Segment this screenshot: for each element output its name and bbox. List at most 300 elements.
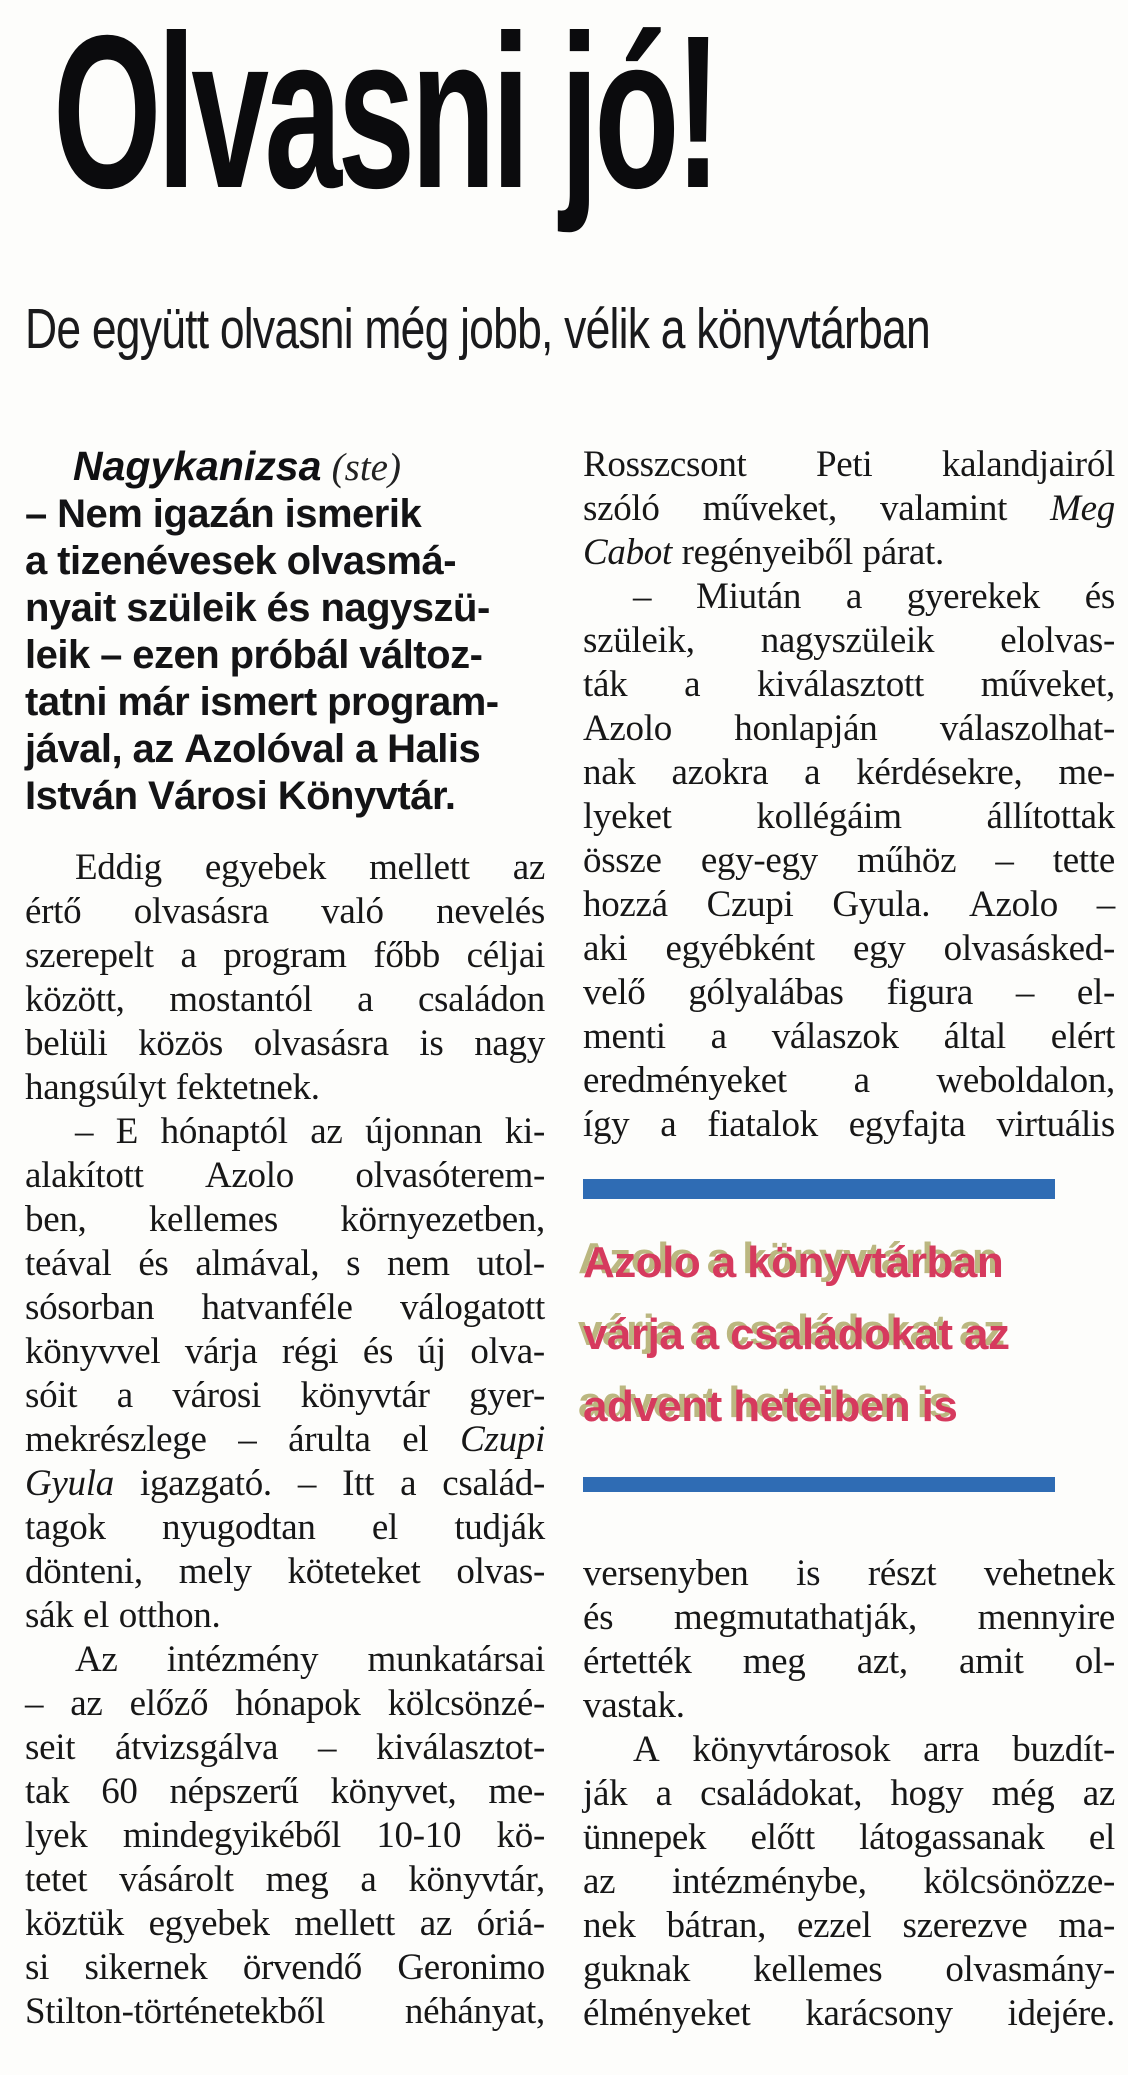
word: el [1088,1817,1115,1858]
word: ünnepek [583,1817,707,1858]
word: könyvtárban [747,1238,1004,1287]
word: olvasásra [133,891,269,932]
word: szerezve [902,1905,1028,1946]
word: tagok [25,1507,106,1548]
word: értették [583,1641,692,1682]
word: a [655,1773,672,1814]
word: s [346,1243,361,1284]
word: – [633,576,652,617]
text-line [25,1462,545,1506]
right-column [583,443,1115,2036]
word: egy [852,928,906,969]
paragraph [583,1728,1115,2036]
word: Geronimo [397,1947,545,1988]
text-line [25,1858,545,1902]
text-line [25,1506,545,1550]
paragraph [583,1227,1055,1443]
word: tak [25,1771,70,1812]
word: állítottak [986,796,1115,837]
pull-quote [583,1179,1055,1492]
text-line [25,1550,545,1594]
text-line [25,1242,545,1286]
dateline [25,443,545,491]
word: élményeket [583,1993,751,2034]
text-line [25,1154,545,1198]
word: tatni [25,680,107,724]
word: menti [583,1016,666,1057]
text-line [25,934,545,978]
text-line [583,619,1115,663]
word: Halis [387,727,481,771]
word: szüleik, [583,620,695,661]
word: 10-10 [376,1815,462,1856]
word: az [583,1861,616,1902]
word: – [238,1419,257,1460]
word: régi [281,1331,339,1372]
paragraph [25,846,545,1110]
word: és [1084,576,1115,617]
word: próbál [229,633,349,677]
word: sák [25,1595,74,1636]
word: ezzel [797,1905,872,1946]
word: családon [417,979,545,1020]
word: az [132,727,174,771]
text-line [25,491,545,538]
word: figura [886,972,973,1013]
word: seit [25,1727,76,1768]
word: honlapján [734,708,878,749]
word: részt [867,1553,937,1594]
word: elért [1050,1016,1115,1057]
word: mellett [294,1903,396,1944]
word: Azolóval [184,727,345,771]
text-line [25,1198,545,1242]
word: könyvet, [330,1771,457,1812]
text-line [25,632,545,679]
text-line [583,1227,1055,1299]
word: kölcsönözze- [923,1861,1115,1902]
word: szüleik [126,586,257,630]
text-line [583,971,1115,1015]
pull-quote-text [583,1227,1055,1443]
word: program- [327,680,499,724]
word: hangsúlyt [25,1067,167,1108]
word: – [1096,884,1115,925]
word: átvizsgálva [115,1727,279,1768]
word: advent [583,1382,722,1431]
word: ben, [25,1199,87,1240]
word: válogatott [400,1287,545,1328]
word: egyebek [148,1903,270,1944]
text-line [583,1728,1115,1772]
word: szóló [583,488,660,529]
word: olvasásked- [943,928,1115,969]
word: el [83,1595,110,1636]
word: program [223,935,347,976]
word: szerepelt [25,935,154,976]
text-line [25,890,545,934]
word: regényeiből [681,532,853,573]
word: Nem [57,492,143,536]
word: egyebek [204,847,327,888]
text-line [583,575,1115,619]
word: vehetnek [983,1553,1115,1594]
word: ismert [199,680,317,724]
word: egyébként [665,928,815,969]
word: intézmény [166,1639,319,1680]
word: nek [583,1905,636,1946]
word: kollégáim [756,796,902,837]
word: még [991,1773,1055,1814]
word: családokat, [700,1773,863,1814]
word: Meg [1050,488,1115,529]
word: mellett [369,847,470,888]
text-line [25,846,545,890]
word: velő [583,972,646,1013]
word: az [419,1903,452,1944]
word: néhányat, [404,1991,545,2032]
word: aki [583,928,628,969]
word: el [402,1419,429,1460]
word: megmutathatják, [673,1597,918,1638]
word: me- [488,1771,545,1812]
word: között, [25,979,125,1020]
article-headline-text: Olvasni jó! [53,0,717,234]
word: ma- [1058,1905,1115,1946]
word: mennyire [977,1597,1115,1638]
article-headline [25,0,1118,258]
word: – [100,633,122,677]
text-line [583,1948,1115,1992]
text-line [583,1596,1115,1640]
word: céljai [466,935,545,976]
word: guknak [583,1949,691,1990]
word: és [362,1331,394,1372]
word: nyait [25,586,116,630]
article-columns [25,443,1118,2036]
word: tetet [25,1859,88,1900]
word: amit [959,1641,1024,1682]
word: A [633,1729,660,1770]
text-line [25,1110,545,1154]
text-line [583,1059,1115,1103]
word: ezen [132,633,220,677]
word: hónaptól [160,1111,288,1152]
word: is [419,1023,444,1064]
word: intézménybe, [671,1861,867,1902]
text-line [25,1286,545,1330]
text-line [25,1066,545,1110]
text-line [25,585,545,632]
word: ták [583,664,628,705]
word: heteiben [733,1382,911,1431]
word: 60 [101,1771,138,1812]
pull-quote-rule-top [583,1179,1055,1199]
word: nevelés [436,891,545,932]
word: olvasmány- [945,1949,1115,1990]
word: valamint [880,488,1008,529]
word: a [400,1463,417,1504]
word: Miután [695,576,802,617]
word: gólyalábas [688,972,844,1013]
word: Könyvtár. [277,774,456,818]
word: Gyula. [832,884,931,925]
word: almával, [195,1243,320,1284]
word: sikernek [84,1947,208,1988]
word: látogassanak [859,1817,1045,1858]
word: mindegyikéből [122,1815,341,1856]
word: azokra [671,752,769,793]
article-subtitle [25,298,1118,368]
text-line [583,927,1115,971]
word: vásárolt [119,1859,234,1900]
word: Azolo [969,884,1058,925]
word: örvendő [242,1947,362,1988]
word: kölcsönzé- [387,1683,545,1724]
text-line [583,1992,1115,2036]
word: el- [1076,972,1115,1013]
word: a [694,1310,719,1359]
word: olvasmá- [286,539,457,583]
paragraph [583,1552,1115,1728]
text-line [25,1022,545,1066]
word: nagyszüleik [760,620,935,661]
word: lyek [25,1815,88,1856]
word: – [1015,972,1035,1013]
word: az [310,1111,343,1152]
word: népszerű [169,1771,299,1812]
word: egyfajta [848,1104,966,1145]
word: olva- [470,1331,545,1372]
word: az [512,847,545,888]
word: párat. [862,532,944,573]
word: mely [178,1551,252,1592]
text-line [583,795,1115,839]
text-line [583,1103,1115,1147]
text-line [25,1770,545,1814]
word: kérdésekre, [856,752,1023,793]
word: a [711,1238,736,1287]
text-line [583,1772,1115,1816]
word: sósorban [25,1287,155,1328]
word: újonnan [365,1111,483,1152]
text-line [583,1640,1115,1684]
word: bátran, [666,1905,767,1946]
pull-quote-rule-bottom [583,1477,1055,1492]
word: ol- [1074,1641,1115,1682]
word: virtuális [996,1104,1115,1145]
word: si [25,1947,50,1988]
word: mekrészlege [25,1419,207,1460]
word: E [115,1111,139,1152]
word: munkatársai [367,1639,545,1680]
word: Eddig [75,847,162,888]
word: várja [583,1310,684,1359]
text-line [583,1860,1115,1904]
word: a [804,752,821,793]
word: a [684,664,701,705]
word: gyerekek [906,576,1040,617]
left-column [25,443,545,2034]
word: fektetnek. [175,1067,320,1108]
text-line [25,1418,545,1462]
text-line [25,1374,545,1418]
word: karácsony [805,1993,953,2034]
text-line [583,443,1115,487]
word: már [117,680,190,724]
text-line [583,839,1115,883]
text-line [25,538,545,585]
word: meg [742,1641,806,1682]
word: kiválasztot- [375,1727,545,1768]
word: Városi [148,774,268,818]
word: így [583,1104,630,1145]
word: utol- [476,1243,545,1284]
word: weboldalon, [936,1060,1115,1101]
right-column-body-top [583,443,1115,1147]
word: – [317,1727,337,1768]
text-line [583,1552,1115,1596]
word: hónapok [235,1683,361,1724]
word: Gyula [25,1463,114,1504]
word: főbb [373,935,440,976]
word: műveket, [980,664,1115,705]
text-line [25,1594,545,1638]
word: a [116,1375,133,1416]
word: Az [75,1639,118,1680]
word: a [360,1859,377,1900]
word: lyeket [583,796,672,837]
word: új [417,1331,446,1372]
word: olvasásra [253,1023,389,1064]
word: által [943,1016,1006,1057]
word: Azolo [205,1155,294,1196]
word: hozzá [583,884,668,925]
word: is [921,1382,958,1431]
word: me- [1058,752,1115,793]
text-line [583,883,1115,927]
word: nagyszü- [320,586,490,630]
text-line [583,1371,1055,1443]
word: igazgató. [139,1463,272,1504]
text-line [25,1946,545,1990]
word: és [138,1243,169,1284]
paragraph [583,443,1115,575]
word: változ- [359,633,483,677]
text-line [583,1015,1115,1059]
word: könyvtárosok [692,1729,891,1770]
word: az [70,1683,103,1724]
word: kiválasztott [756,664,924,705]
article-subtitle-text: De együtt olvasni még jobb, vélik a könyvtárban [25,297,930,361]
word: közös [138,1023,224,1064]
word: a [25,539,47,583]
lead-paragraph [25,491,545,820]
word: válaszolhat- [939,708,1115,749]
paragraph [25,1110,545,1638]
text-line [25,1682,545,1726]
word: – [25,1683,44,1724]
word: családokat [730,1310,953,1359]
word: nak [583,752,636,793]
word: – [297,1463,317,1504]
word: Rosszcsont [583,444,747,485]
word: köztük [25,1903,124,1944]
word: kalandjairól [941,444,1115,485]
word: olvas- [456,1551,545,1592]
word: a [853,1060,870,1101]
word: óriá- [476,1903,545,1944]
word: kö- [496,1815,545,1856]
word: össze [583,840,662,881]
word: műveket, [702,488,837,529]
word: fiatalok [707,1104,818,1145]
word: ják [583,1773,628,1814]
text-line [25,978,545,1022]
word: tette [1052,840,1115,881]
dateline-byline: (ste) [331,446,401,489]
word: – [995,840,1014,881]
word: műhöz [857,840,957,881]
word: az [964,1310,1010,1359]
word: el [371,1507,398,1548]
word: – [25,492,47,536]
word: Itt [342,1463,375,1504]
text-line [583,1904,1115,1948]
word: városi [172,1375,262,1416]
text-line [25,679,545,726]
word: vastak. [583,1685,685,1726]
word: nagy [474,1023,545,1064]
word: hatvanféle [201,1287,353,1328]
word: a [180,935,197,976]
text-line [583,1299,1055,1371]
word: egy-egy [700,840,818,881]
text-line [25,1330,545,1374]
word: tudják [454,1507,545,1548]
word: gyer- [469,1375,545,1416]
paragraph [583,575,1115,1147]
text-line [583,751,1115,795]
word: Cabot [583,532,672,573]
word: leik [25,633,90,677]
word: válaszok [771,1016,899,1057]
word: igazán [152,492,275,536]
word: otthon. [118,1595,221,1636]
word: előző [129,1683,209,1724]
word: előtt [750,1817,815,1858]
word: és [266,586,311,630]
text-line [583,707,1115,751]
text-line [583,1816,1115,1860]
paragraph [25,491,545,820]
word: jával, [25,727,123,771]
right-column-body-bottom [583,1552,1115,2036]
word: könyvtár, [408,1859,545,1900]
word: köteteket [287,1551,421,1592]
word: tizenévesek [57,539,277,583]
word: azt, [856,1641,908,1682]
word: Azolo [583,1238,701,1287]
word: való [321,891,384,932]
word: kellemes [148,1199,278,1240]
word: nyugodtan [162,1507,316,1548]
text-line [25,1990,545,2034]
word: arra [923,1729,980,1770]
word: teával [25,1243,112,1284]
dateline-location: Nagykanizsa [73,443,322,489]
word: dönteni, [25,1551,143,1592]
